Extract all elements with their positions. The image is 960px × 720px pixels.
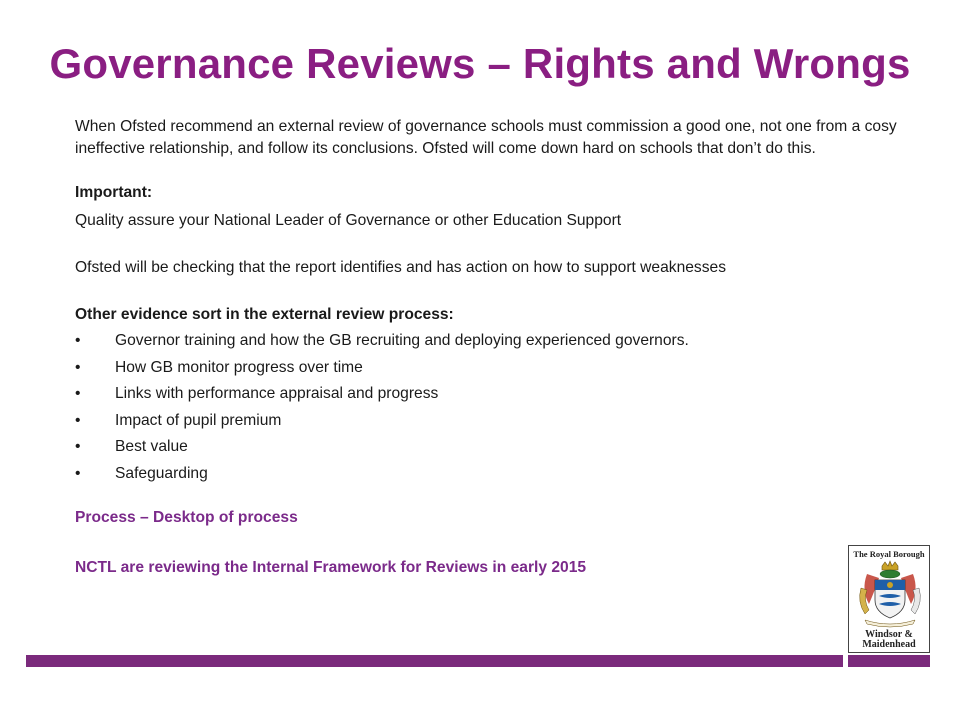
borough-logo: [848, 545, 930, 653]
list-item: • Impact of pupil premium: [75, 410, 935, 437]
slide-content: [75, 116, 935, 579]
list-item: • Governor training and how the GB recruiting and deploying experienced governors.: [75, 330, 935, 357]
bullet-icon: •: [75, 411, 81, 429]
slide-title: Governance Reviews – Rights and Wrongs: [49, 40, 911, 87]
evidence-heading: Other evidence sort in the external review process:: [75, 306, 454, 323]
important-label: Important:: [75, 184, 153, 201]
list-item: • How GB monitor progress over time: [75, 357, 935, 384]
bullet-icon: •: [75, 358, 81, 376]
evidence-list: [75, 330, 935, 489]
borough-crest-icon: [855, 560, 925, 628]
logo-name-line2: Maidenhead: [862, 639, 916, 650]
logo-name-line1: Windsor &: [865, 629, 913, 640]
bullet-icon: •: [75, 438, 81, 455]
process-text: Process – Desktop of process: [75, 509, 298, 526]
important-text: Quality assure your National Leader of Governance or other Education Support: [75, 212, 622, 229]
list-item: • Safeguarding: [75, 463, 935, 490]
list-item: • Links with performance appraisal and progress: [75, 383, 935, 410]
list-item: • Best value: [75, 436, 935, 463]
intro-paragraph: When Ofsted recommend an external review of governance schools must commission a good one, not one from a cosy ineffective relationship, and follow its conclusions. Ofsted will come down hard on schools that don’t do this.: [75, 118, 897, 157]
bullet-icon: •: [75, 332, 81, 349]
footer-bar-logo: [848, 655, 930, 667]
bullet-icon: •: [75, 385, 81, 402]
logo-name: [849, 630, 929, 650]
bullet-icon: •: [75, 464, 81, 482]
footer-bar: [26, 655, 843, 667]
checking-text: Ofsted will be checking that the report identifies and has action on how to support weaknesses: [75, 259, 726, 276]
nctl-text: NCTL are reviewing the Internal Framework for Reviews in early 2015: [75, 559, 587, 576]
logo-top-text: The Royal Borough: [853, 549, 925, 559]
